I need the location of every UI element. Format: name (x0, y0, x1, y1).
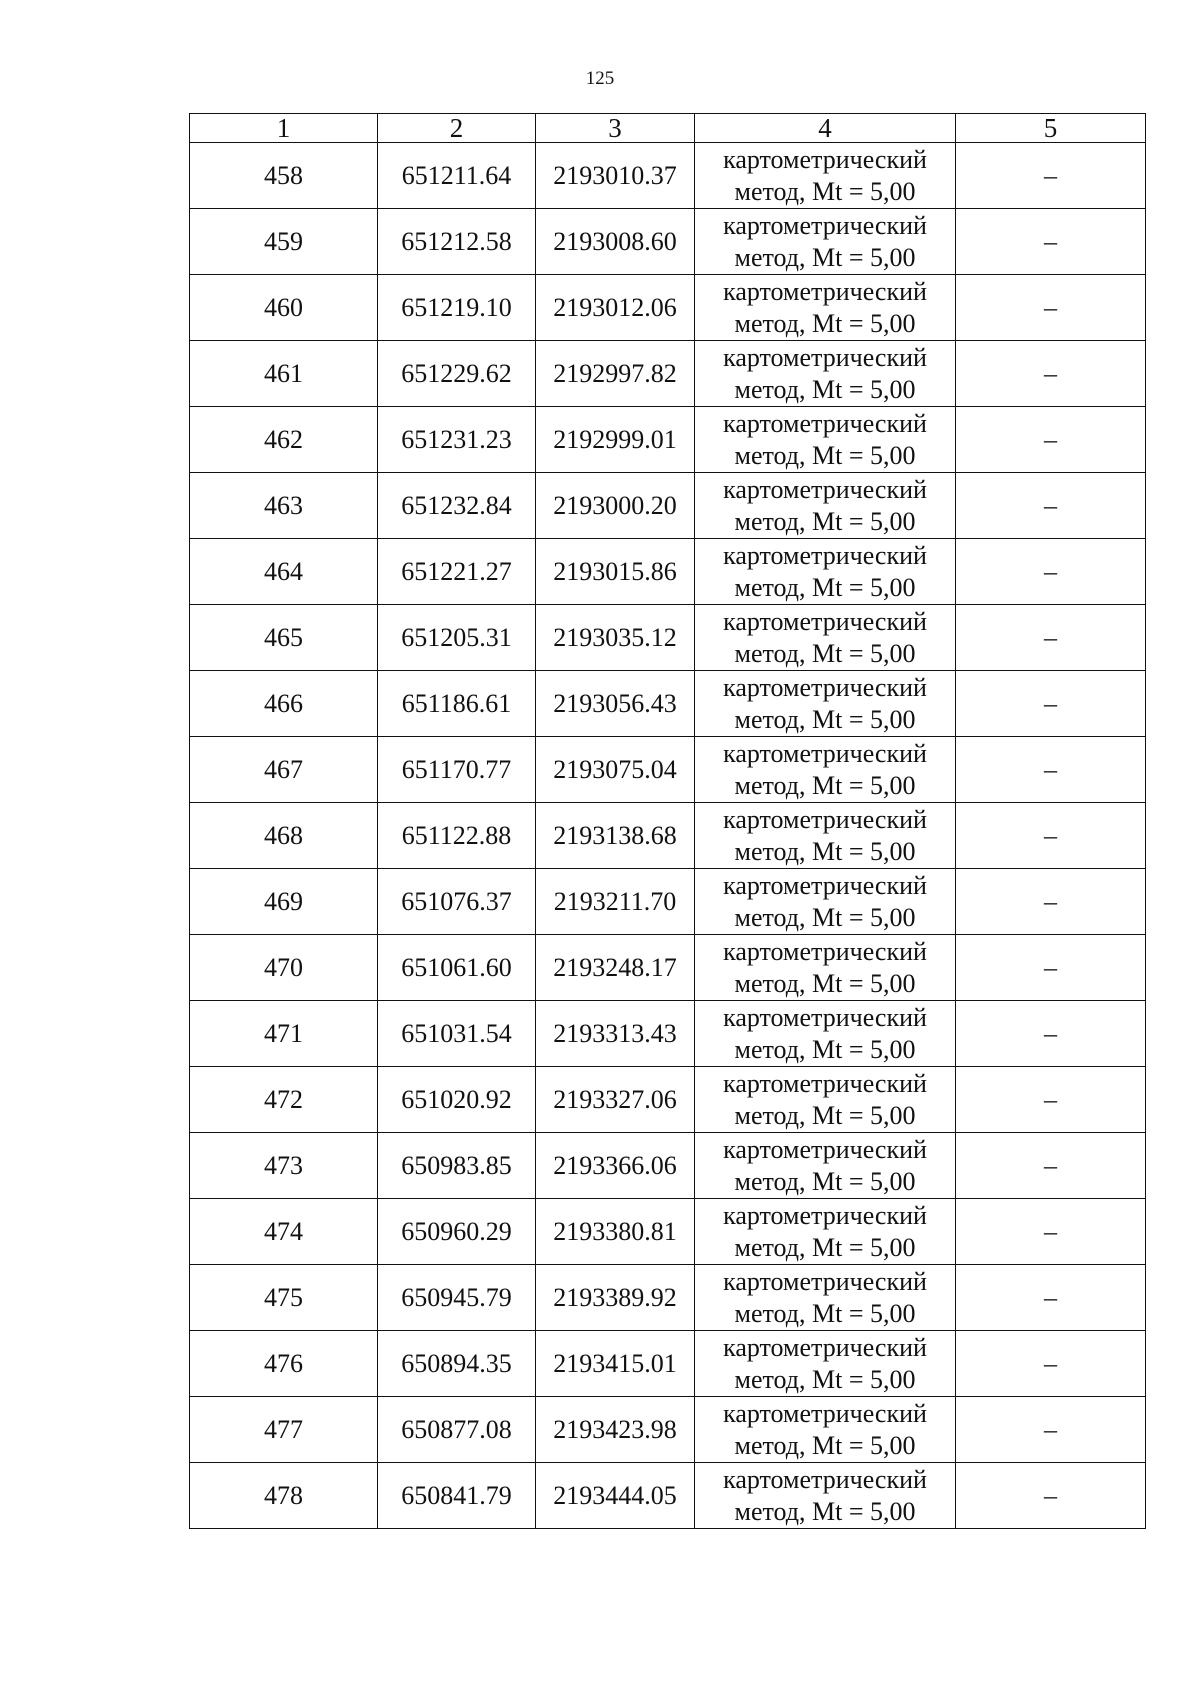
point-number-cell: 466 (190, 671, 378, 737)
note-cell: – (956, 803, 1146, 869)
x-coordinate-cell: 651219.10 (378, 275, 536, 341)
table-row (190, 143, 1146, 209)
method-line-1: картометрический (723, 870, 927, 900)
note-cell: – (956, 1463, 1146, 1529)
y-coordinate-cell: 2193380.81 (536, 1199, 695, 1265)
point-number-cell: 470 (190, 935, 378, 1001)
method-line-2: метод, Mt = 5,00 (734, 506, 916, 536)
note-cell: – (956, 605, 1146, 671)
x-coordinate-cell: 651122.88 (378, 803, 536, 869)
x-coordinate-cell: 651186.61 (378, 671, 536, 737)
table-row (190, 605, 1146, 671)
y-coordinate-cell: 2193000.20 (536, 473, 695, 539)
point-number-cell: 474 (190, 1199, 378, 1265)
header-col-2: 2 (378, 114, 536, 143)
point-number-cell: 468 (190, 803, 378, 869)
y-coordinate-cell: 2193035.12 (536, 605, 695, 671)
method-cell (695, 605, 956, 671)
point-number-cell: 460 (190, 275, 378, 341)
method-cell (695, 1331, 956, 1397)
table-row (190, 1397, 1146, 1463)
table-row (190, 1463, 1146, 1529)
method-line-1: картометрический (723, 738, 927, 768)
point-number-cell: 471 (190, 1001, 378, 1067)
point-number-cell: 459 (190, 209, 378, 275)
table-row (190, 1199, 1146, 1265)
method-line-1: картометрический (723, 474, 927, 504)
method-cell (695, 209, 956, 275)
y-coordinate-cell: 2193327.06 (536, 1067, 695, 1133)
point-number-cell: 478 (190, 1463, 378, 1529)
note-cell: – (956, 143, 1146, 209)
method-cell (695, 407, 956, 473)
y-coordinate-cell: 2193248.17 (536, 935, 695, 1001)
point-number-cell: 477 (190, 1397, 378, 1463)
point-number-cell: 463 (190, 473, 378, 539)
note-cell: – (956, 737, 1146, 803)
point-number-cell: 467 (190, 737, 378, 803)
y-coordinate-cell: 2193313.43 (536, 1001, 695, 1067)
y-coordinate-cell: 2193444.05 (536, 1463, 695, 1529)
y-coordinate-cell: 2193415.01 (536, 1331, 695, 1397)
x-coordinate-cell: 651205.31 (378, 605, 536, 671)
method-line-2: метод, Mt = 5,00 (734, 836, 916, 866)
method-cell (695, 737, 956, 803)
method-line-1: картометрический (723, 210, 927, 240)
table-row (190, 275, 1146, 341)
method-line-2: метод, Mt = 5,00 (734, 1496, 916, 1526)
method-line-1: картометрический (723, 540, 927, 570)
method-cell (695, 1067, 956, 1133)
method-cell (695, 869, 956, 935)
method-cell (695, 671, 956, 737)
method-line-2: метод, Mt = 5,00 (734, 1100, 916, 1130)
note-cell: – (956, 1199, 1146, 1265)
x-coordinate-cell: 651229.62 (378, 341, 536, 407)
method-line-1: картометрический (723, 606, 927, 636)
method-cell (695, 1199, 956, 1265)
method-line-2: метод, Mt = 5,00 (734, 1166, 916, 1196)
table-row (190, 869, 1146, 935)
page-number: 125 (585, 68, 615, 89)
x-coordinate-cell: 651020.92 (378, 1067, 536, 1133)
x-coordinate-cell: 651170.77 (378, 737, 536, 803)
y-coordinate-cell: 2193012.06 (536, 275, 695, 341)
method-cell (695, 803, 956, 869)
method-line-2: метод, Mt = 5,00 (734, 242, 916, 272)
method-line-1: картометрический (723, 1464, 927, 1494)
table-row (190, 935, 1146, 1001)
method-line-1: картометрический (723, 1068, 927, 1098)
x-coordinate-cell: 651212.58 (378, 209, 536, 275)
method-cell (695, 473, 956, 539)
table-row (190, 209, 1146, 275)
note-cell: – (956, 671, 1146, 737)
method-line-1: картометрический (723, 1332, 927, 1362)
header-col-4: 4 (695, 114, 956, 143)
y-coordinate-cell: 2193389.92 (536, 1265, 695, 1331)
method-cell (695, 143, 956, 209)
table-row (190, 1265, 1146, 1331)
method-cell (695, 1001, 956, 1067)
method-cell (695, 341, 956, 407)
method-line-2: метод, Mt = 5,00 (734, 1034, 916, 1064)
header-col-3: 3 (536, 114, 695, 143)
method-line-2: метод, Mt = 5,00 (734, 770, 916, 800)
x-coordinate-cell: 650983.85 (378, 1133, 536, 1199)
x-coordinate-cell: 651031.54 (378, 1001, 536, 1067)
method-line-1: картометрический (723, 672, 927, 702)
method-line-2: метод, Mt = 5,00 (734, 1298, 916, 1328)
x-coordinate-cell: 651076.37 (378, 869, 536, 935)
table-header (190, 114, 1146, 143)
x-coordinate-cell: 650877.08 (378, 1397, 536, 1463)
method-line-2: метод, Mt = 5,00 (734, 968, 916, 998)
note-cell: – (956, 473, 1146, 539)
method-line-2: метод, Mt = 5,00 (734, 902, 916, 932)
note-cell: – (956, 407, 1146, 473)
y-coordinate-cell: 2192997.82 (536, 341, 695, 407)
method-line-2: метод, Mt = 5,00 (734, 1430, 916, 1460)
method-cell (695, 1265, 956, 1331)
note-cell: – (956, 539, 1146, 605)
table-row (190, 473, 1146, 539)
header-col-1: 1 (190, 114, 378, 143)
table-row (190, 1331, 1146, 1397)
note-cell: – (956, 1397, 1146, 1463)
table-row (190, 737, 1146, 803)
x-coordinate-cell: 651061.60 (378, 935, 536, 1001)
method-line-2: метод, Mt = 5,00 (734, 638, 916, 668)
y-coordinate-cell: 2193008.60 (536, 209, 695, 275)
x-coordinate-cell: 651211.64 (378, 143, 536, 209)
point-number-cell: 462 (190, 407, 378, 473)
point-number-cell: 464 (190, 539, 378, 605)
table-row (190, 1067, 1146, 1133)
method-line-2: метод, Mt = 5,00 (734, 572, 916, 602)
note-cell: – (956, 869, 1146, 935)
point-number-cell: 458 (190, 143, 378, 209)
y-coordinate-cell: 2193211.70 (536, 869, 695, 935)
point-number-cell: 473 (190, 1133, 378, 1199)
coordinates-table (189, 113, 1146, 1529)
method-line-1: картометрический (723, 1200, 927, 1230)
method-line-2: метод, Mt = 5,00 (734, 1364, 916, 1394)
note-cell: – (956, 1331, 1146, 1397)
point-number-cell: 472 (190, 1067, 378, 1133)
point-number-cell: 475 (190, 1265, 378, 1331)
method-line-1: картометрический (723, 144, 927, 174)
method-line-2: метод, Mt = 5,00 (734, 176, 916, 206)
table-row (190, 1001, 1146, 1067)
point-number-cell: 465 (190, 605, 378, 671)
note-cell: – (956, 341, 1146, 407)
method-cell (695, 275, 956, 341)
note-cell: – (956, 275, 1146, 341)
method-cell (695, 935, 956, 1001)
method-line-1: картометрический (723, 1002, 927, 1032)
y-coordinate-cell: 2193056.43 (536, 671, 695, 737)
note-cell: – (956, 1133, 1146, 1199)
x-coordinate-cell: 651232.84 (378, 473, 536, 539)
method-line-1: картометрический (723, 1266, 927, 1296)
method-line-1: картометрический (723, 408, 927, 438)
y-coordinate-cell: 2193423.98 (536, 1397, 695, 1463)
point-number-cell: 469 (190, 869, 378, 935)
method-cell (695, 539, 956, 605)
x-coordinate-cell: 650945.79 (378, 1265, 536, 1331)
note-cell: – (956, 935, 1146, 1001)
point-number-cell: 476 (190, 1331, 378, 1397)
note-cell: – (956, 209, 1146, 275)
method-line-2: метод, Mt = 5,00 (734, 440, 916, 470)
x-coordinate-cell: 651231.23 (378, 407, 536, 473)
header-row (190, 114, 1146, 143)
y-coordinate-cell: 2193366.06 (536, 1133, 695, 1199)
x-coordinate-cell: 651221.27 (378, 539, 536, 605)
header-col-5: 5 (956, 114, 1146, 143)
table-row (190, 803, 1146, 869)
table-row (190, 671, 1146, 737)
table-row (190, 341, 1146, 407)
y-coordinate-cell: 2193010.37 (536, 143, 695, 209)
method-cell (695, 1133, 956, 1199)
method-line-1: картометрический (723, 1398, 927, 1428)
x-coordinate-cell: 650894.35 (378, 1331, 536, 1397)
point-number-cell: 461 (190, 341, 378, 407)
y-coordinate-cell: 2193075.04 (536, 737, 695, 803)
table-row (190, 539, 1146, 605)
table-row (190, 1133, 1146, 1199)
method-cell (695, 1463, 956, 1529)
y-coordinate-cell: 2193138.68 (536, 803, 695, 869)
note-cell: – (956, 1265, 1146, 1331)
method-line-1: картометрический (723, 804, 927, 834)
table-body (190, 143, 1146, 1529)
y-coordinate-cell: 2192999.01 (536, 407, 695, 473)
method-line-1: картометрический (723, 936, 927, 966)
method-line-1: картометрический (723, 342, 927, 372)
method-line-2: метод, Mt = 5,00 (734, 374, 916, 404)
x-coordinate-cell: 650960.29 (378, 1199, 536, 1265)
method-line-1: картометрический (723, 1134, 927, 1164)
method-line-2: метод, Mt = 5,00 (734, 308, 916, 338)
method-cell (695, 1397, 956, 1463)
note-cell: – (956, 1067, 1146, 1133)
method-line-2: метод, Mt = 5,00 (734, 1232, 916, 1262)
method-line-1: картометрический (723, 276, 927, 306)
x-coordinate-cell: 650841.79 (378, 1463, 536, 1529)
method-line-2: метод, Mt = 5,00 (734, 704, 916, 734)
table-row (190, 407, 1146, 473)
y-coordinate-cell: 2193015.86 (536, 539, 695, 605)
note-cell: – (956, 1001, 1146, 1067)
